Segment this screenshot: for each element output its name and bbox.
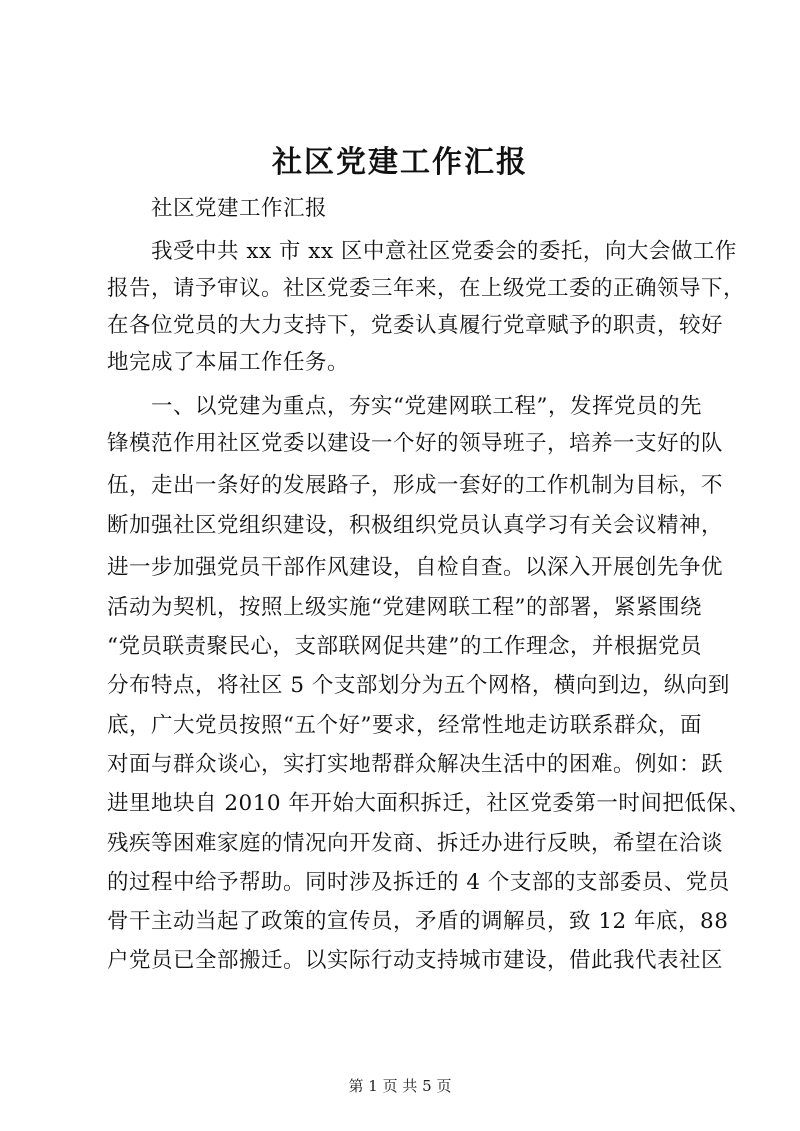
body-line: 对面与群众谈心，实打实地帮群众解决生活中的困难。例如：跃: [107, 752, 724, 777]
body-line: 一、以党建为重点，夯实“党建网联工程”，发挥党员的先: [107, 394, 702, 419]
body-line: “党员联责聚民心，支部联网促共建”的工作理念，并根据党员: [107, 634, 702, 659]
body-line: 伍，走出一条好的发展路子，形成一套好的工作机制为目标，不: [107, 473, 724, 498]
page-footer: 第 1 页 共 5 页: [348, 1077, 452, 1095]
body-line: 骨干主动当起了政策的宣传员，矛盾的调解员，致 12 年底，88: [107, 909, 729, 934]
body-line: 报告，请予审议。社区党委三年来，在上级党工委的正确领导下，: [107, 276, 746, 301]
body-line: 户党员已全部搬迁。以实际行动支持城市建设，借此我代表社区: [107, 948, 724, 973]
body-line: 残疾等困难家庭的情况向开发商、拆迁办进行反映，希望在洽谈: [107, 831, 724, 856]
body-line: 活动为契机，按照上级实施“党建网联工程”的部署，紧紧围绕: [107, 595, 702, 620]
body-line: 进里地块自 2010 年开始大面积拆迁，社区党委第一时间把低保、: [107, 791, 751, 816]
body-line: 的过程中给予帮助。同时涉及拆迁的 4 个支部的支部委员、党员: [107, 870, 730, 895]
body-line: 社区党建工作汇报: [107, 196, 328, 221]
body-line: 分布特点，将社区 5 个支部划分为五个网格，横向到边，纵向到: [107, 673, 730, 698]
body-line: 底，广大党员按照“五个好”要求，经常性地走访联系群众，面: [107, 713, 702, 738]
body-line: 断加强社区党组织建设，积极组织党员认真学习有关会议精神，: [107, 513, 724, 538]
document-title: 社区党建工作汇报: [272, 145, 528, 180]
body-line: 在各位党员的大力支持下，党委认真履行党章赋予的职责，较好: [107, 313, 724, 338]
body-line: 我受中共 xx 市 xx 区中意社区党委会的委托，向大会做工作: [107, 239, 737, 264]
body-line: 进一步加强党员干部作风建设，自检自查。以深入开展创先争优: [107, 555, 724, 580]
body-line: 地完成了本届工作任务。: [107, 350, 350, 375]
body-line: 锋模范作用社区党委以建设一个好的领导班子，培养一支好的队: [107, 431, 724, 456]
